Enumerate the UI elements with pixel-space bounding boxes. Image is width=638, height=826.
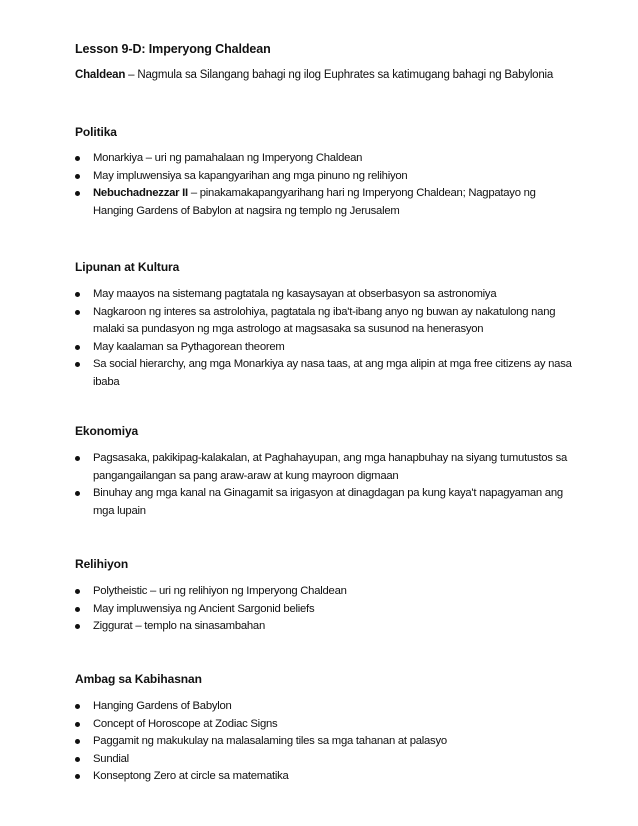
item-text: Polytheistic – uri ng relihiyon ng Imperyong Chaldean [93, 585, 347, 597]
item-text: Paggamit ng makukulay na malasalaming tiles sa mga tahanan at palasyo [93, 735, 447, 747]
section-heading-lipunan: Lipunan at Kultura [75, 260, 180, 274]
lesson-title: Lesson 9-D: Imperyong Chaldean [75, 42, 271, 56]
list-item [75, 450, 575, 485]
item-text: Sa social hierarchy, ang mga Monarkiya ay nasa taas, at ang mga alipin at mga free citizens ay nasa ibaba [93, 358, 572, 388]
item-text: May maayos na sistemang pagtatala ng kasaysayan at obserbasyon sa astronomiya [93, 288, 497, 300]
bullet-icon [75, 774, 80, 779]
list-item [75, 716, 575, 734]
list-item [75, 304, 575, 339]
section-list-ekonomiya [75, 450, 575, 520]
list-item [75, 339, 575, 357]
bullet-icon [75, 757, 80, 762]
item-text: Concept of Horoscope at Zodiac Signs [93, 717, 278, 730]
list-item [75, 356, 575, 391]
list-item [75, 583, 575, 601]
bullet-icon [75, 362, 80, 367]
list-item [75, 286, 575, 304]
bullet-icon [75, 704, 80, 709]
list-item [75, 751, 575, 769]
list-item [75, 601, 575, 619]
list-item [75, 485, 575, 520]
bullet-icon [75, 191, 80, 196]
item-text: Hanging Gardens of Babylon [93, 700, 232, 712]
bullet-icon [75, 292, 80, 297]
section-list-ambag [75, 698, 575, 786]
intro-line [75, 69, 553, 81]
bullet-icon [75, 589, 80, 594]
bullet-icon [75, 345, 80, 350]
item-text: May impluwensiya ng Ancient Sargonid beliefs [93, 602, 315, 615]
list-item [75, 185, 575, 220]
bullet-icon [75, 607, 80, 612]
bullet-icon [75, 456, 80, 461]
list-item [75, 733, 575, 751]
intro-term: Chaldean [75, 69, 126, 81]
item-term: Nebuchadnezzar II [93, 187, 188, 199]
item-text: Ziggurat – templo na sinasambahan [93, 620, 265, 632]
item-text: – pinakamakapangyarihang hari ng Imperyong Chaldean; Nagpatayo ng Hanging Gardens of Babylon at nagsira ng templo ng Jerusalem [93, 187, 536, 217]
section-heading-ekonomiya: Ekonomiya [75, 424, 139, 438]
list-item [75, 168, 575, 186]
bullet-icon [75, 722, 80, 727]
section-list-lipunan [75, 286, 575, 391]
intro-text: – Nagmula sa Silangang bahagi ng ilog Euphrates sa katimugang bahagi ng Babylonia [125, 69, 554, 81]
bullet-icon [75, 310, 80, 315]
item-text: Pagsasaka, pakikipag-kalakalan, at Paghahayupan, ang mga hanapbuhay na siyang tumutustos sa pangangailangan sa pang araw-araw at kung mayroon digmaan [93, 452, 568, 482]
bullet-icon [75, 174, 80, 179]
bullet-icon [75, 156, 80, 161]
item-text: Binuhay ang mga kanal na Ginagamit sa irigasyon at dinagdagan pa kung kaya't napagyaman ang mga lupain [93, 487, 563, 517]
bullet-icon [75, 624, 80, 629]
section-heading-relihiyon: Relihiyon [75, 557, 129, 571]
item-text: May impluwensiya sa kapangyarihan ang mga pinuno ng relihiyon [93, 169, 408, 182]
list-item [75, 150, 575, 168]
section-list-politika [75, 150, 575, 220]
section-heading-politika: Politika [75, 125, 117, 139]
item-text: May kaalaman sa Pythagorean theorem [93, 340, 285, 353]
item-text: Monarkiya – uri ng pamahalaan ng Imperyong Chaldean [93, 152, 363, 164]
list-item [75, 618, 575, 636]
item-text: Sundial [93, 752, 129, 765]
section-heading-ambag: Ambag sa Kabihasnan [75, 672, 202, 686]
bullet-icon [75, 491, 80, 496]
bullet-icon [75, 739, 80, 744]
list-item [75, 768, 575, 786]
section-list-relihiyon [75, 583, 575, 636]
item-text: Konseptong Zero at circle sa matematika [93, 770, 289, 782]
item-text: Nagkaroon ng interes sa astrolohiya, pagtatala ng iba't-ibang anyo ng buwan ay nakatulong nang malaki sa pundasyon ng mga astrologo at magsasaka sa susunod na henerasyon [93, 305, 556, 335]
list-item [75, 698, 575, 716]
